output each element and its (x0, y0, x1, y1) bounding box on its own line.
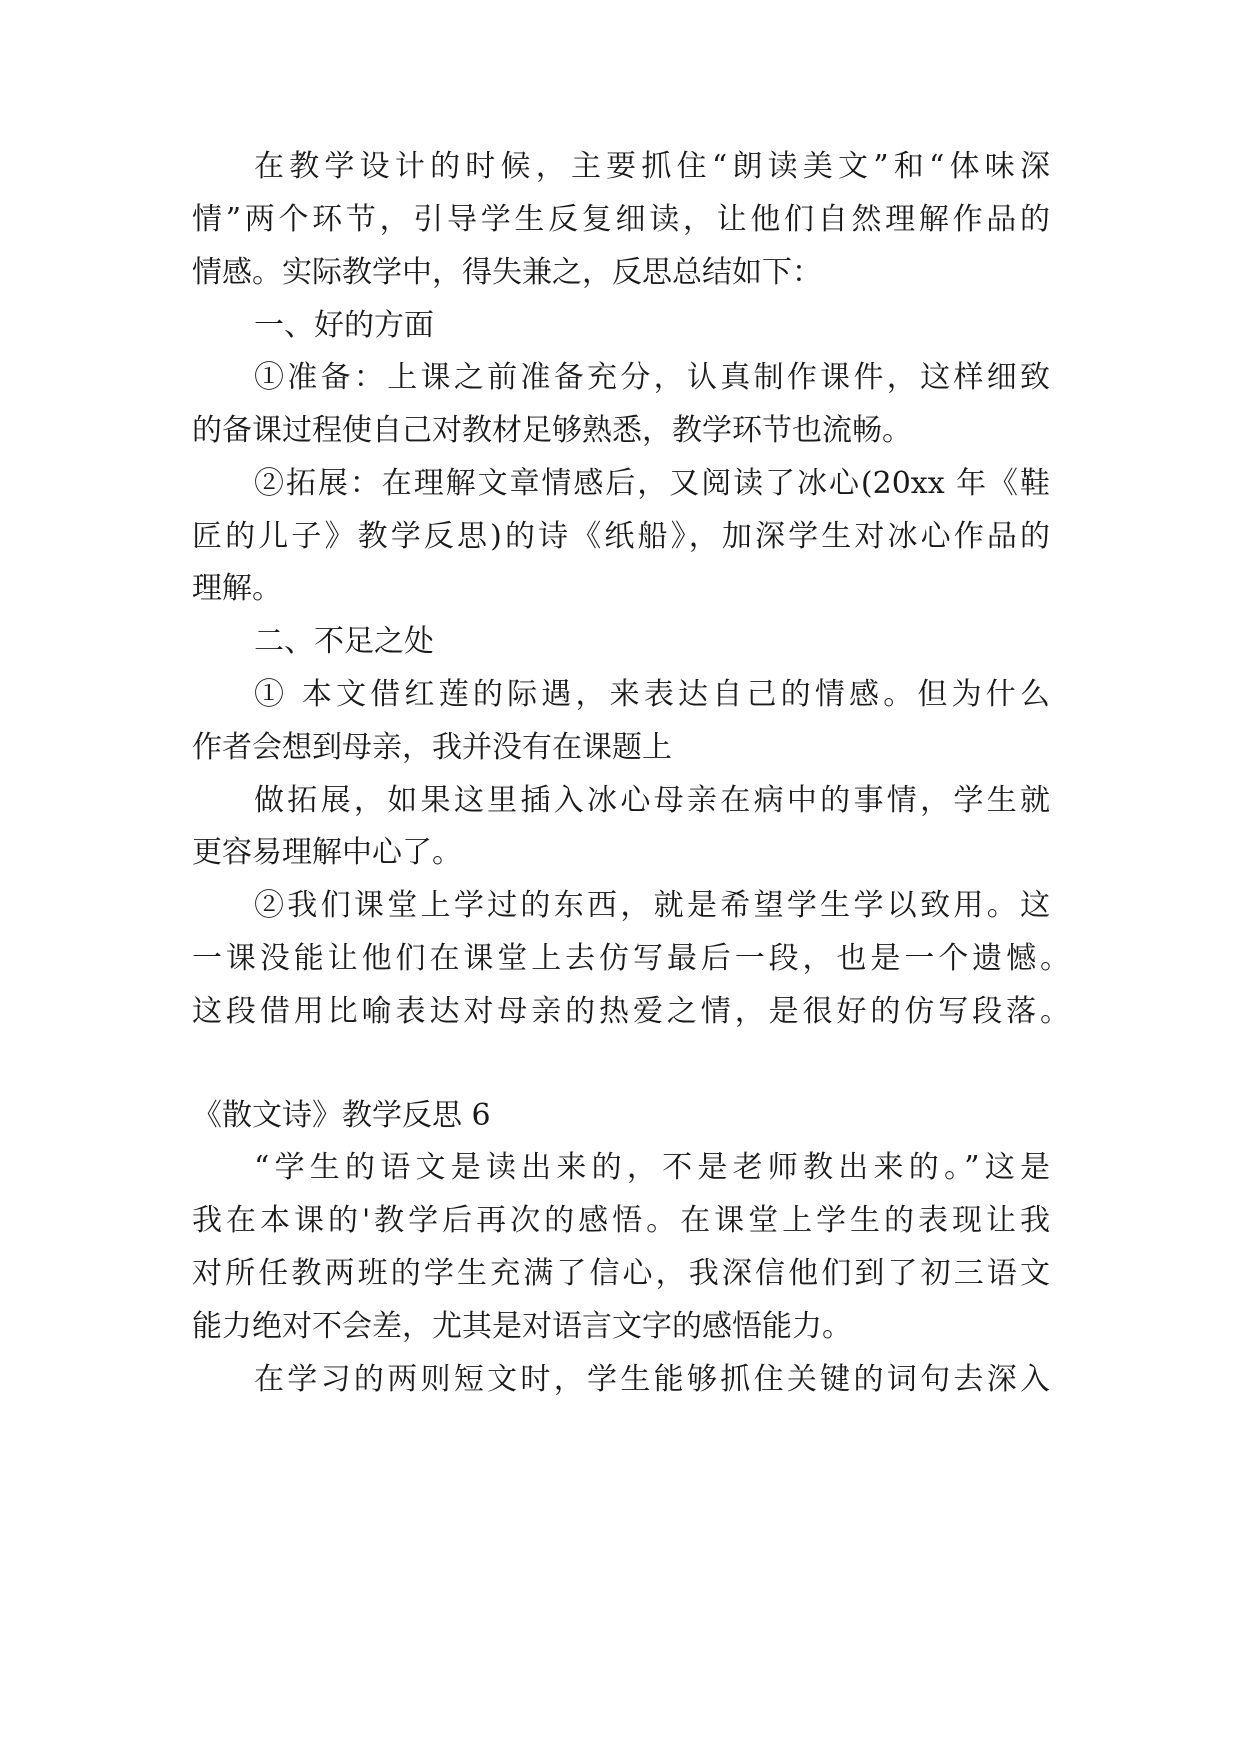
paragraph-line: 更容易理解中心了。 (192, 835, 462, 870)
paragraph-line: ②拓展：在理解文章情感后，又阅读了冰心(20xx 年《鞋 (254, 466, 1050, 501)
paragraph-line: 对所任教两班的学生充满了信心，我深信他们到了初三语文 (192, 1256, 1050, 1291)
paragraph-line: “学生的语文是读出来的，不是老师教出来的。”这是 (254, 1150, 1050, 1185)
paragraph-line: 在教学设计的时候，主要抓住“朗读美文”和“体味深 (254, 149, 1050, 184)
paragraph-line: 的备课过程使自己对教材足够熟悉，教学环节也流畅。 (192, 413, 912, 448)
section-title: 《散文诗》教学反思 6 (192, 1098, 491, 1133)
paragraph-line: ②我们课堂上学过的东西，就是希望学生学以致用。这 (254, 888, 1050, 923)
paragraph-line: 做拓展，如果这里插入冰心母亲在病中的事情，学生就 (254, 783, 1050, 818)
section-heading: 一、好的方面 (254, 308, 434, 343)
paragraph-line: 能力绝对不会差，尤其是对语言文字的感悟能力。 (192, 1309, 852, 1344)
paragraph-line: 一课没能让他们在课堂上去仿写最后一段，也是一个遗憾。 (192, 941, 1070, 976)
paragraph-line: 我在本课的'教学后再次的感悟。在课堂上学生的表现让我 (192, 1203, 1050, 1238)
paragraph-line: 情感。实际教学中，得失兼之，反思总结如下： (192, 255, 822, 290)
section-heading: 二、不足之处 (254, 624, 434, 659)
paragraph-line: ①准备：上课之前准备充分，认真制作课件，这样细致 (254, 360, 1050, 395)
paragraph-line: 在学习的两则短文时，学生能够抓住关键的词句去深入 (254, 1362, 1050, 1397)
paragraph-line: 理解。 (192, 571, 282, 606)
paragraph-line: ① 本文借红莲的际遇，来表达自己的情感。但为什么 (254, 677, 1050, 712)
paragraph-line: 情”两个环节，引导学生反复细读，让他们自然理解作品的 (192, 202, 1050, 237)
paragraph-line: 这段借用比喻表达对母亲的热爱之情，是很好的仿写段落。 (192, 994, 1070, 1029)
paragraph-line: 作者会想到母亲，我并没有在课题上 (192, 730, 672, 765)
paragraph-line: 匠的儿子》教学反思)的诗《纸船》，加深学生对冰心作品的 (192, 519, 1050, 554)
